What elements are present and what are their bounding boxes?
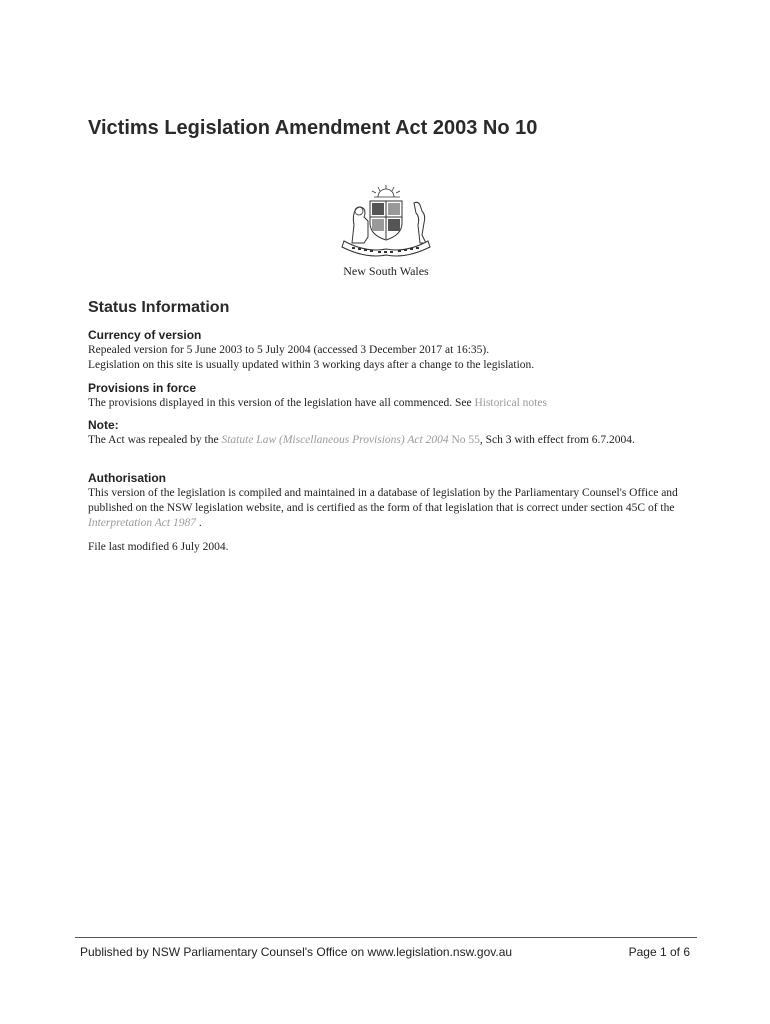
footer-publisher: Published by NSW Parliamentary Counsel's Office on www.legislation.nsw.gov.au xyxy=(80,945,513,959)
act-number-link[interactable]: 55 xyxy=(468,434,480,446)
act-no-label: No xyxy=(451,434,466,446)
authorisation-text xyxy=(88,486,688,531)
authorisation-body: This version of the legislation is compiled and maintained in a database of legislation by the Parliamentary Counsel's Office and published on the NSW legislation website, and is certified as the form of that legislation that is correct under section 45C of the xyxy=(88,487,678,514)
statute-law-act-link[interactable]: Statute Law (Miscellaneous Provisions) Act 2004 xyxy=(221,434,449,446)
document-title: Victims Legislation Amendment Act 2003 No 10 xyxy=(88,117,538,139)
footer-divider xyxy=(75,937,697,938)
note-section xyxy=(88,418,688,448)
note-heading: Note: xyxy=(88,418,119,432)
status-heading: Status Information xyxy=(88,299,230,316)
authorisation-heading: Authorisation xyxy=(88,471,166,485)
file-last-modified: File last modified 6 July 2004. xyxy=(88,541,229,553)
currency-line-2: Legislation on this site is usually updated within 3 working days after a change to the legislation. xyxy=(88,359,535,371)
authorisation-end: . xyxy=(198,517,202,529)
modified-section xyxy=(88,540,688,555)
note-text-after: , Sch 3 with effect from 6.7.2004. xyxy=(479,434,635,446)
authorisation-section xyxy=(88,471,688,531)
currency-heading: Currency of version xyxy=(88,328,202,342)
provisions-body: The provisions displayed in this version of the legislation have all commenced. See xyxy=(88,397,472,409)
page-number: Page 1 of 6 xyxy=(628,945,690,959)
provisions-text xyxy=(88,396,688,411)
nsw-coat-of-arms-icon xyxy=(326,185,446,257)
provisions-heading: Provisions in force xyxy=(88,381,197,395)
note-text-before: The Act was repealed by the xyxy=(88,434,219,446)
currency-line-1: Repealed version for 5 June 2003 to 5 July 2004 (accessed 3 December 2017 at 16:35). xyxy=(88,344,490,356)
interpretation-act-link[interactable]: Interpretation Act 1987 xyxy=(88,517,196,529)
currency-section xyxy=(88,328,688,373)
note-text xyxy=(88,433,688,448)
historical-notes-link[interactable]: Historical notes xyxy=(474,397,547,409)
crest-caption: New South Wales xyxy=(343,264,429,278)
provisions-section xyxy=(88,381,688,411)
